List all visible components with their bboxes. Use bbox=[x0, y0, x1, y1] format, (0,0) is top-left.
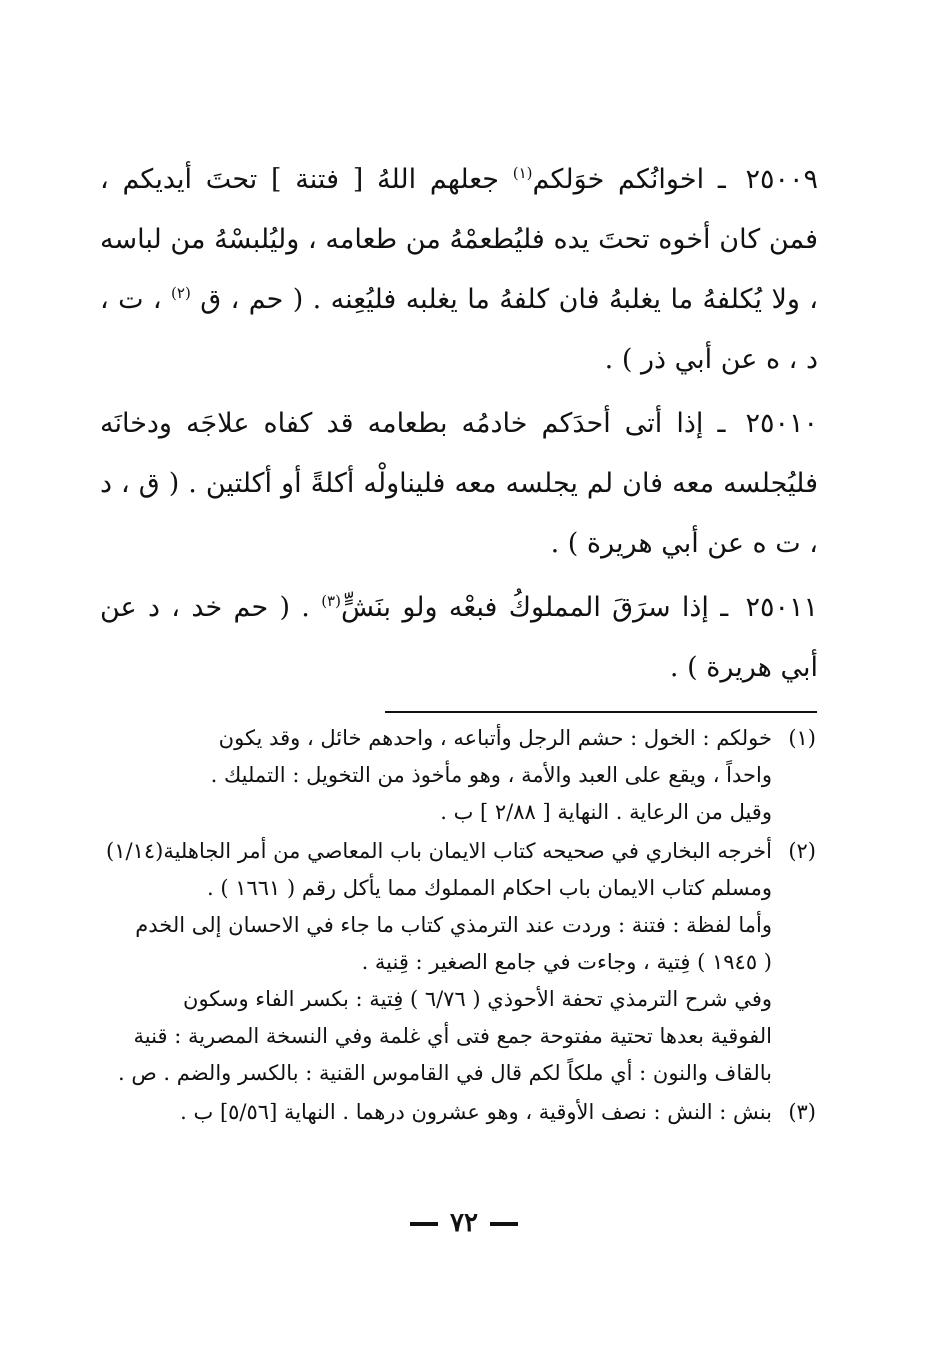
footnote-line: بالقاف والنون : أي ملكاً لكم قال في القاموس القنية : بالكسر والضم . ص . bbox=[117, 1061, 772, 1085]
footnote-reference[interactable]: (٢) bbox=[171, 284, 191, 302]
footnotes-section bbox=[104, 720, 816, 1133]
footnote-1 bbox=[104, 720, 816, 831]
footnote-line: بنش : النش : نصف الأوقية ، وهو عشرون درهما . النهاية [٥/٥٦] ب . bbox=[180, 1100, 772, 1124]
hadith-25010 bbox=[100, 394, 818, 574]
footnote-number: (٣) bbox=[788, 1100, 816, 1124]
footnote-line: خولكم : الخول : حشم الرجل وأتباعه ، واحدهم خائل ، وقد يكون bbox=[218, 726, 772, 750]
hadith-number: ٢٥٠١١ bbox=[745, 592, 818, 623]
page-number-value: ٧٢ bbox=[450, 1208, 478, 1238]
footnote-number: (٢) bbox=[788, 839, 816, 863]
hadith-number: ٢٥٠١٠ bbox=[745, 408, 818, 439]
footnote-line: وفي شرح الترمذي تحفة الأحوذي ( ٦/٧٦ ) فِتية : بكسر الفاء وسكون bbox=[183, 987, 772, 1011]
footnote-line: وأما لفظة : فتنة : وردت عند الترمذي كتاب ما جاء في الاحسان إلى الخدم bbox=[135, 913, 772, 937]
footnote-line: أخرجه البخاري في صحيحه كتاب الايمان باب المعاصي من أمر الجاهلية(١/١٤) bbox=[106, 839, 772, 863]
footnote-2 bbox=[104, 833, 816, 1092]
hadith-25009 bbox=[100, 150, 818, 390]
hadith-text: ـ إذا أتى أحدَكم خادمُه بطعامه قد كفاه علاجَه ودخانَه فليُجلسه معه فان لم يجلسه معه فليناولْه أكلةً أو أكلتين . ( ق ، د ، ت ه عن أبي هريرة ) . bbox=[100, 408, 818, 559]
hadith-section bbox=[100, 150, 818, 702]
hadith-number: ٢٥٠٠٩ bbox=[745, 164, 819, 195]
hadith-text: جعلهم اللهُ [ فتنة ] تحتَ أيديكم ، فمن كان أخوه تحتَ يده فليُطعمْهُ من طعامه ، وليُلبسْهُ من لباسه ، ولا يُكلفهُ ما يغلبهُ فان كلفهُ ما يغلبه فليُعِنه . ( حم ، ق bbox=[100, 164, 818, 315]
hadith-text: ، ت ، د ، ه عن أبي ذر ) . bbox=[100, 284, 818, 375]
hadith-text: . ( حم خد ، د عن أبي هريرة ) . bbox=[100, 592, 818, 683]
footnote-line: ( ١٩٤٥ ) فِتية ، وجاءت في جامع الصغير : قِنية . bbox=[361, 950, 772, 974]
footnote-reference[interactable]: (١) bbox=[512, 164, 533, 182]
footnote-divider bbox=[385, 711, 817, 713]
footnote-number: (١) bbox=[788, 726, 816, 750]
hadith-25011 bbox=[100, 578, 818, 698]
page-number-dash bbox=[490, 1222, 518, 1226]
footnote-line: وقيل من الرعاية . النهاية [ ٢/٨٨ ] ب . bbox=[440, 800, 772, 824]
footnote-line: ومسلم كتاب الايمان باب احكام المملوك مما يأكل رقم ( ١٦٦١ ) . bbox=[207, 876, 772, 900]
footnote-line: الفوقية بعدها تحتية مفتوحة جمع فتى أي غلمة وفي النسخة المصرية : قنية bbox=[133, 1024, 772, 1048]
footnote-3 bbox=[104, 1094, 816, 1131]
page-number bbox=[0, 1208, 928, 1238]
footnote-line: واحداً ، ويقع على العبد والأمة ، وهو مأخوذ من التخويل : التمليك . bbox=[210, 763, 772, 787]
page-number-dash bbox=[410, 1222, 438, 1226]
hadith-text: ـ إذا سرَقَ المملوكُ فبعْه ولو بنَشٍّ bbox=[340, 592, 729, 623]
hadith-text: ـ اخوانُكم خوَلكم bbox=[532, 164, 726, 195]
footnote-reference[interactable]: (٣) bbox=[321, 592, 341, 610]
